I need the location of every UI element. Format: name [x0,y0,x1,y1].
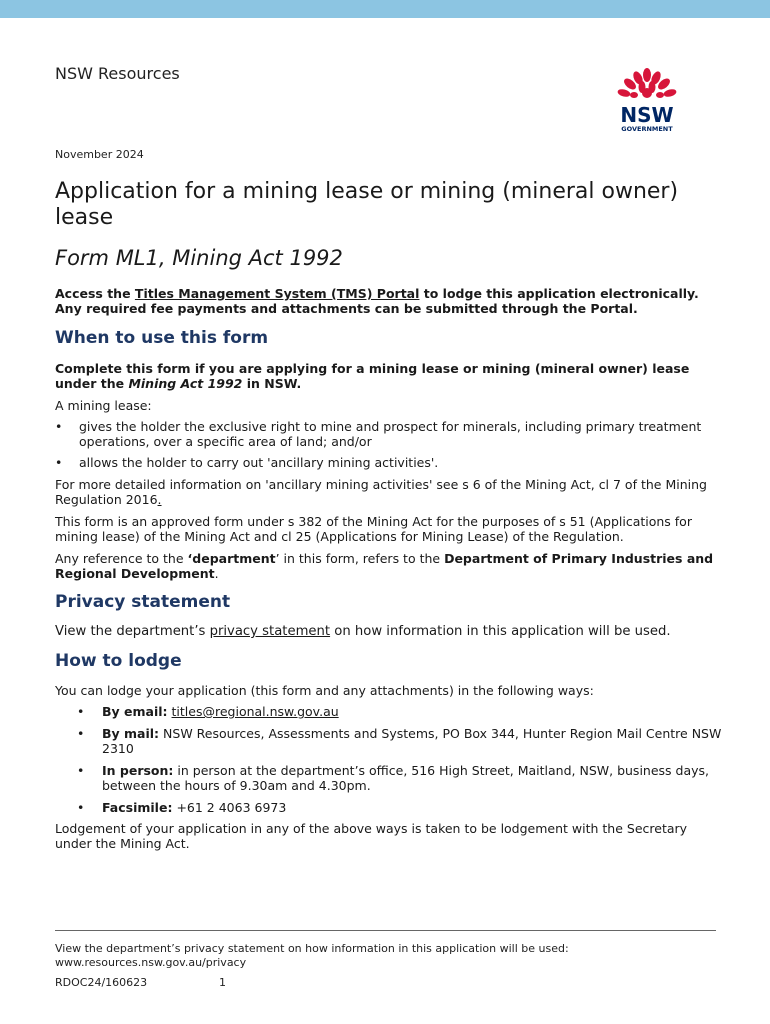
footer-privacy-note: View the department’s privacy statement on how information in this application will be used: www.resources.nsw.gov.au/privacy [55,942,569,969]
access-notice-fees: Any required fee payments and attachments can be submitted through the Portal. [55,301,638,316]
main-content [55,286,725,851]
lodge-methods [55,704,725,815]
approved-form-text: This form is an approved form under s 382 of the Mining Act for the purposes of s 51 (Applications for mining lease) of the Mining Act and cl 25 (Applications for Mining Lease) of the Regulation. [55,514,692,544]
more-info-text: For more detailed information on 'ancillary mining activities' see s 6 of the Mining Act, cl 7 of the Mining Regulation 2016. [55,477,707,507]
organisation-name: NSW Resources [55,64,180,83]
svg-text:GOVERNMENT: GOVERNMENT [621,125,673,133]
department-reference: Any reference to the ‘department’ in this form, refers to the Department of Primary Industries and Regional Development. [55,551,714,581]
nsw-government-logo [612,64,682,136]
svg-text:NSW: NSW [620,103,674,127]
email-link[interactable]: titles@regional.nsw.gov.au [171,704,339,719]
lease-bullets [55,419,725,470]
lease-label: A mining lease: [55,398,152,413]
document-date: November 2024 [55,148,144,161]
access-notice: Access the Titles Management System (TMS) Portal to lodge this application electronically. [55,286,699,301]
list-item: • Facsimile: +61 2 4063 6973 [55,800,725,815]
lodge-closing: Lodgement of your application in any of the above ways is taken to be lodgement with the Secretary under the Mining Act. [55,821,688,851]
list-item: • gives the holder the exclusive right to mine and prospect for minerals, including primary treatment operations, over a specific area of land; and/or [55,419,725,449]
section-heading-lodge: How to lodge [55,651,182,671]
tms-portal-link[interactable]: Titles Management System (TMS) Portal [134,286,420,301]
section-heading-privacy: Privacy statement [55,592,231,612]
privacy-url: www.resources.nsw.gov.au/privacy [55,956,247,969]
privacy-text: View the department’s privacy statement on how information in this application will be used. [55,624,671,639]
when-intro: Complete this form if you are applying for a mining lease or mining (mineral owner) lease under the Mining Act 1992 in NSW. [55,361,690,391]
form-subtitle: Form ML1, Mining Act 1992 [55,246,343,270]
section-heading-when: When to use this form [55,328,269,348]
footer-divider [55,930,716,931]
privacy-statement-link[interactable]: privacy statement [209,624,331,639]
page-title: Application for a mining lease or mining (mineral owner) lease [55,179,679,230]
list-item: • By mail: NSW Resources, Assessments and Systems, PO Box 344, Hunter Region Mail Centre NSW 2310 [55,726,725,756]
top-color-bar [0,0,770,18]
list-item: • In person: in person at the department’s office, 516 High Street, Maitland, NSW, business days, between the hours of 9.30am and 4.30pm. [55,763,725,793]
lodge-intro: You can lodge your application (this form and any attachments) in the following ways: [55,683,594,698]
page-number: 1 [219,976,226,989]
document-reference: RDOC24/160623 [55,976,148,989]
list-item: • By email: titles@regional.nsw.gov.au [55,704,725,719]
waratah-icon [612,64,682,136]
list-item: • allows the holder to carry out 'ancillary mining activities'. [55,455,725,470]
